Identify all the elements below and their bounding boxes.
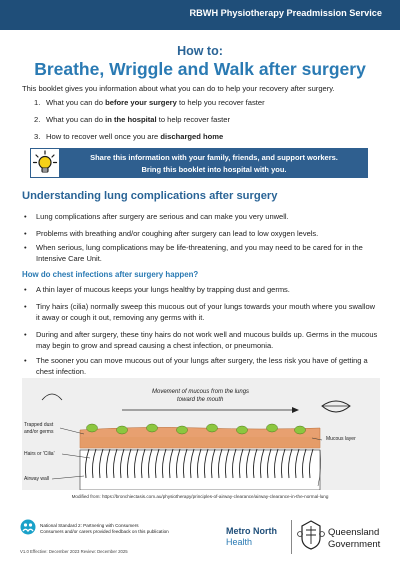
germ-particle: [295, 426, 306, 434]
label-cilia: Hairs or 'Cilia': [24, 451, 55, 457]
figure-caption: Modified from: https://bronchiectasis.com.au/physiotherapy/principles-of-airway-clearance/airway-clearance-in-the-normal-lung: [71, 494, 329, 499]
list-item: • A thin layer of mucous keeps your lungs healthy by trapping dust and germs.: [22, 285, 378, 296]
lightbulb-icon: [30, 148, 60, 178]
germ-particle: [177, 426, 188, 434]
metro-north-logo-line1: Metro North: [226, 526, 277, 536]
section1-bullet-list: [22, 243, 378, 264]
list-item: 2. What you can do in the hospital to help recover faster: [34, 115, 231, 124]
section2-bullet-list: [22, 285, 378, 296]
list-item: • During and after surgery, these tiny hairs do not work well and mucous builds up. Germs in the mucous may begin to grow and spread causing a chest infection, or pneumonia.: [22, 330, 378, 351]
list-item: 1. What you can do before your surgery to help you recover faster: [34, 98, 265, 107]
version-info: V1.0 Effective: December 2023 Review: December 2025: [20, 549, 128, 554]
label-mucous-layer: Mucous layer: [326, 436, 356, 442]
germ-particle: [237, 426, 248, 434]
list-item: • Tiny hairs (cilia) normally sweep this mucous out of your lungs towards your mouth where you swallow it away or cough it out, removing any germs with it.: [22, 302, 378, 323]
list-item: • The sooner you can move mucous out of your lungs after surgery, the less risk you have of getting a chest infection.: [22, 356, 378, 377]
germ-particle: [207, 424, 218, 432]
header-bar: [0, 0, 400, 30]
germ-particle: [87, 424, 98, 432]
label-airway-wall: Airway wall: [24, 476, 50, 482]
footer-divider: [291, 520, 292, 554]
national-standard-text: National Standard 2: Partnering with Consumers Consumers and/or carers provided feedback on this publication: [40, 523, 169, 534]
section-heading: Understanding lung complications after surgery: [22, 190, 278, 202]
subsection-heading: How do chest infections after surgery happen?: [22, 270, 199, 279]
list-item: • Lung complications after surgery are serious and can make you very unwell.: [22, 212, 378, 223]
queensland-logo-line2: Government: [328, 539, 381, 550]
mucous-diagram: [22, 378, 380, 490]
steps-list: [34, 98, 265, 149]
section2-bullet-list: [22, 302, 378, 323]
germ-particle: [147, 424, 158, 432]
germ-particle: [117, 426, 128, 434]
section1-bullet-list: [22, 229, 378, 240]
info-banner: [30, 148, 368, 178]
list-item: 3. How to recover well once you are discharged home: [34, 132, 224, 141]
label-trapped-line2: and/or germs: [24, 429, 54, 435]
service-name: RBWH Physiotherapy Preadmission Service: [189, 8, 382, 18]
banner-text-line1: Share this information with your family, friends, and support workers.: [90, 153, 338, 162]
section2-bullet-list: [22, 330, 378, 351]
banner-text-line2: Bring this booklet into hospital with you.: [141, 165, 287, 174]
national-standard-icon: [20, 519, 36, 540]
queensland-crest-icon: [296, 518, 326, 557]
section1-bullet-list: [22, 212, 378, 223]
list-item: • Problems with breathing and/or coughing after surgery can lead to low oxygen levels.: [22, 229, 378, 240]
mouth-icon: [322, 401, 350, 412]
label-trapped-line1: Trapped dust: [24, 422, 54, 428]
section2-bullet-list: [22, 356, 378, 377]
page-title: Breathe, Wriggle and Walk after surgery: [34, 59, 366, 79]
intro-text: This booklet gives you information about what you can do to help your recovery after surgery.: [22, 84, 335, 93]
metro-north-logo-line2: Health: [226, 537, 253, 547]
how-to-label: How to:: [177, 44, 223, 58]
queensland-logo-line1: Queensland: [328, 527, 380, 538]
germ-particle: [267, 424, 278, 432]
list-item: • When serious, lung complications may be life-threatening, and you may need to be cared for in the Intensive Care Unit.: [22, 243, 378, 264]
diagram-title-line1: Movement of mucous from the lungs: [152, 389, 250, 395]
diagram-title-line2: toward the mouth: [177, 397, 224, 403]
